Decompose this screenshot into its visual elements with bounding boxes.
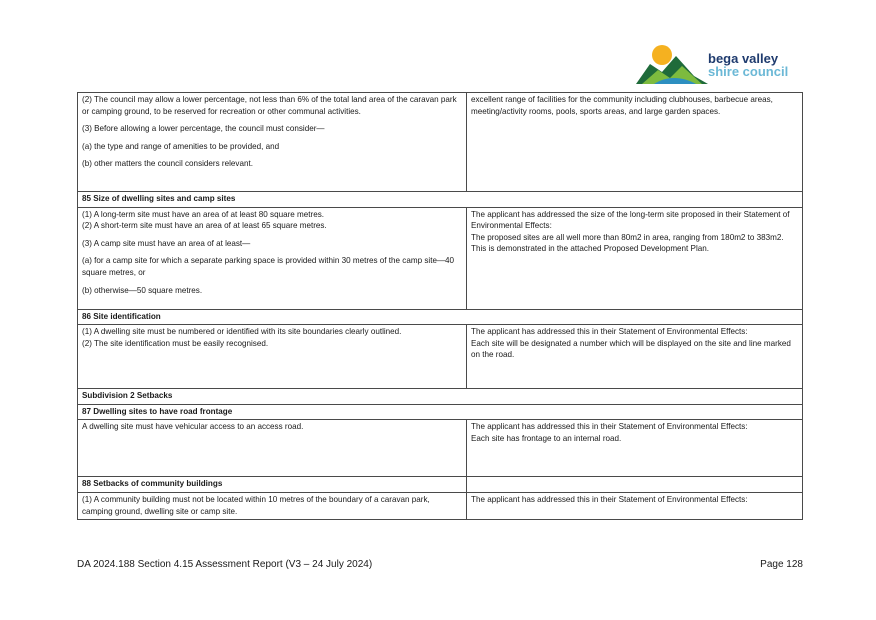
clause-86-2: (2) The site identification must be easily recognised. [82, 338, 269, 348]
table-row [78, 93, 803, 192]
clause-text-cell [78, 207, 467, 309]
logo-line-1: bega valley [708, 51, 779, 66]
clause-84-3: (3) Before allowing a lower percentage, the council must consider— [82, 124, 325, 134]
clause-85-3b: (b) otherwise—50 square metres. [82, 285, 203, 295]
section-heading-row [78, 477, 803, 493]
table-row [78, 207, 803, 309]
footer-page-number: Page 128 [760, 559, 803, 570]
clause-88-1: (1) A community building must not be located within 10 metres of the boundary of a caravan park, camping ground, dwelling site or camp site. [82, 494, 430, 516]
table-row [78, 325, 803, 389]
response-cell [467, 492, 803, 519]
clause-85-3: (3) A camp site must have an area of at least— [82, 238, 251, 248]
clause-84-2: (2) The council may allow a lower percentage, not less than 6% of the total land area of the caravan park or camping ground, to be reserved for recreation or other communal activities. [82, 95, 457, 116]
heading-86: 86 Site identification [78, 309, 803, 325]
assessment-table [77, 92, 803, 520]
response-85-intro: The applicant has addressed the size of the long-term site proposed in their Statement of Environmental Effects: [471, 209, 790, 231]
response-cell [467, 325, 803, 389]
response-87-detail: Each site has frontage to an internal road. [471, 433, 622, 443]
response-cell [467, 93, 803, 192]
section-heading-row [78, 192, 803, 208]
subdivision-2-heading: Subdivision 2 Setbacks [78, 389, 803, 405]
response-85-detail: The proposed sites are all well more than 80m2 in area, ranging from 180m2 to 383m2. This is demonstrated in the attached Proposed Development Plan. [471, 232, 784, 254]
clause-85-2: (2) A short-term site must have an area of at least 65 square metres. [82, 221, 327, 231]
clause-85-3a: (a) for a camp site for which a separate parking space is provided within 30 metres of the camp site—40 square metres, or [82, 256, 455, 277]
footer-report-title: DA 2024.188 Section 4.15 Assessment Report (V3 – 24 July 2024) [77, 559, 373, 570]
table-row [78, 492, 803, 519]
clause-text-cell [78, 325, 467, 389]
clause-85-1: (1) A long-term site must have an area of at least 80 square metres. [82, 209, 325, 219]
response-86-detail: Each site will be designated a number which will be displayed on the site and line marked on the road. [471, 338, 791, 360]
clause-84-3a: (a) the type and range of amenities to be provided, and [82, 141, 280, 151]
response-86-intro: The applicant has addressed this in their Statement of Environmental Effects: [471, 327, 748, 337]
council-logo [636, 42, 806, 92]
clause-86-1: (1) A dwelling site must be numbered or identified with its site boundaries clearly outlined. [82, 327, 402, 337]
response-cell [467, 207, 803, 309]
response-84: excellent range of facilities for the community including clubhouses, barbecue areas, meeting/activity rooms, pools, sports areas, and large garden spaces. [471, 95, 773, 116]
heading-88: 88 Setbacks of community buildings [78, 477, 467, 493]
heading-87: 87 Dwelling sites to have road frontage [78, 404, 803, 420]
clause-text-cell [78, 420, 467, 477]
clause-87: A dwelling site must have vehicular access to an access road. [82, 422, 304, 432]
clause-84-3b: (b) other matters the council considers relevant. [82, 159, 253, 169]
table-row [78, 420, 803, 477]
response-87-intro: The applicant has addressed this in their Statement of Environmental Effects: [471, 422, 748, 432]
response-88-intro: The applicant has addressed this in their Statement of Environmental Effects: [471, 494, 748, 504]
heading-85: 85 Size of dwelling sites and camp sites [78, 192, 803, 208]
clause-text-cell [78, 93, 467, 192]
response-cell [467, 420, 803, 477]
section-heading-row [78, 404, 803, 420]
empty-cell [467, 477, 803, 493]
section-heading-row [78, 309, 803, 325]
hills-sun-icon [636, 42, 708, 86]
logo-line-2: shire council [708, 64, 789, 79]
clause-text-cell [78, 492, 467, 519]
section-heading-row [78, 389, 803, 405]
